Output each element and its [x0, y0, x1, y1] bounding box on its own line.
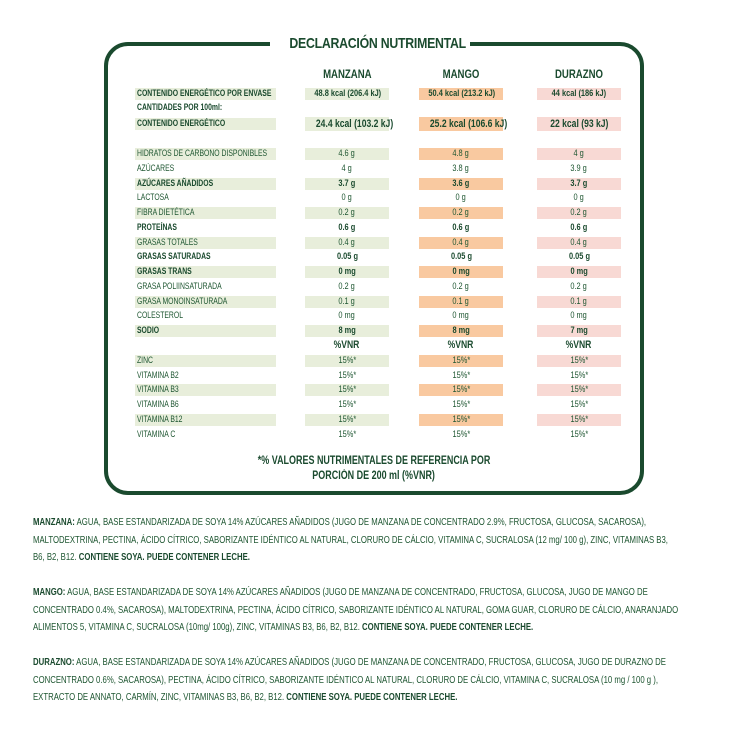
- value-durazno: 0 mg: [570, 310, 588, 321]
- value-manzana: 0.1 g: [305, 296, 389, 308]
- ingredients-text: ALIMENTOS 5, VITAMINA C, SUCRALOSA (10mg/ 100g), ZINC, VITAMINAS B3, B6, B2, B12.: [33, 621, 360, 633]
- ingredients-text: CONCENTRADO 0.4%, SACAROSA), MALTODEXTRINA, PECTINA, ÁCIDO CÍTRICO, SABORIZANTE IDÉNTICO AL NATURAL, GOMA GUAR, CLORURO DE CÁLCIO, ANARANJADO: [33, 603, 679, 616]
- row-nutrient: [0, 178, 740, 190]
- value-mango: 3.6 g: [419, 178, 503, 190]
- ingredients-text: MALTODEXTRINA, PECTINA, ÁCIDO CÍTRICO, SABORIZANTE IDÉNTICO AL NATURAL, CLORURO DE CÁLCIO, VITAMINA C, SUCRALOSA (12 mg/ 100 g), ZINC, VITAMINAS B3,: [33, 533, 668, 546]
- value-mango: 0.1 g: [419, 296, 503, 308]
- value-mango: 8 mg: [419, 325, 503, 337]
- value-manzana: 3.7 g: [305, 178, 389, 190]
- value-mango: 0 mg: [419, 266, 503, 278]
- row-nutrient: [0, 148, 740, 160]
- ingredients-text: B6, B2, B12.: [33, 551, 77, 563]
- value-durazno: 0 g: [573, 192, 585, 203]
- ingredients-manzana: [33, 514, 733, 567]
- allergen-warning: CONTIENE SOYA. PUEDE CONTENER LECHE.: [78, 551, 250, 563]
- value-durazno: 15%*: [570, 370, 588, 381]
- ingredients-durazno: [33, 654, 733, 707]
- row-label: GRASAS TRANS: [135, 266, 276, 278]
- row-nutrient: [0, 296, 740, 308]
- value-durazno: 15%*: [570, 399, 588, 410]
- value-manzana: 0.6 g: [338, 222, 356, 233]
- ingredients-text: AGUA, BASE ESTANDARIZADA DE SOYA 14% AZÚCARES AÑADIDOS (JUGO DE MANZANA DE CONCENTRADO, FRUCTOSA, GLUCOSA, JUGO DE MANGO DE: [67, 586, 648, 598]
- value-manzana: 15%*: [338, 429, 356, 440]
- row-energy-per-package: [0, 88, 740, 100]
- value-durazno: 0.2 g: [570, 281, 588, 292]
- value-manzana: 4 g: [341, 163, 353, 174]
- flavor-name: DURAZNO:: [33, 656, 75, 668]
- value-manzana: 0.2 g: [338, 281, 356, 292]
- value-durazno: 0.2 g: [537, 207, 621, 219]
- value-mango: 0.05 g: [450, 251, 472, 262]
- value-manzana: 15%*: [305, 384, 389, 396]
- row-label: PROTEÍNAS: [137, 222, 177, 233]
- value-durazno: 44 kcal (186 kJ): [537, 88, 621, 100]
- value-durazno: 15%*: [570, 429, 588, 440]
- value-durazno: 0 mg: [537, 266, 621, 278]
- row-nutrient: [0, 266, 740, 278]
- value-manzana: 15%*: [305, 355, 389, 367]
- row-vitamin: [0, 384, 740, 396]
- row-nutrient: [0, 222, 740, 234]
- value-manzana: 0.4 g: [305, 237, 389, 249]
- value-durazno: 0.6 g: [570, 222, 588, 233]
- row-nutrient: [0, 207, 740, 219]
- row-label: FIBRA DIETÉTICA: [135, 207, 276, 219]
- value-durazno: 0.05 g: [568, 251, 590, 262]
- row-per-100ml-label: [0, 102, 740, 114]
- value-mango: 15%*: [452, 399, 470, 410]
- row-nutrient: [0, 281, 740, 293]
- row-label: GRASAS TOTALES: [135, 237, 276, 249]
- value-durazno: 15%*: [537, 355, 621, 367]
- value-manzana: 0 g: [341, 192, 353, 203]
- row-label: AZÚCARES AÑADIDOS: [135, 178, 276, 190]
- nutrition-title: DECLARACIÓN NUTRIMENTAL: [270, 33, 470, 55]
- row-label: VITAMINA C: [137, 429, 176, 440]
- value-manzana: 0.05 g: [336, 251, 358, 262]
- value-durazno: 3.9 g: [570, 163, 588, 174]
- value-durazno: 22 kcal (93 kJ): [537, 117, 621, 131]
- allergen-warning: CONTIENE SOYA. PUEDE CONTENER LECHE.: [362, 621, 534, 633]
- row-nutrient: [0, 251, 740, 263]
- flavor-name: MANZANA:: [33, 516, 75, 528]
- column-header-mango: MANGO: [442, 67, 480, 81]
- row-label: SODIO: [135, 325, 276, 337]
- row-nutrient: [0, 310, 740, 322]
- ingredients-text: AGUA, BASE ESTANDARIZADA DE SOYA 14% AZÚCARES AÑADIDOS (JUGO DE MANZANA DE CONCENTRADO, FRUCTOSA, GLUCOSA, JUGO DE DURAZNO DE: [76, 656, 666, 668]
- row-label: VITAMINA B12: [135, 414, 276, 426]
- flavor-name: MANGO:: [33, 586, 66, 598]
- value-mango: 15%*: [452, 429, 470, 440]
- value-mango: 25.2 kcal (106.6 kJ): [419, 117, 503, 131]
- value-durazno: 0.1 g: [537, 296, 621, 308]
- row-label: GRASA POLIINSATURADA: [137, 281, 222, 292]
- row-label: ZINC: [135, 355, 276, 367]
- per-100ml-label: CANTIDADES POR 100ml:: [137, 102, 223, 113]
- vnr-header-mango: %VNR: [448, 339, 474, 351]
- allergen-warning: CONTIENE SOYA. PUEDE CONTENER LECHE.: [286, 691, 458, 703]
- value-manzana: 0.2 g: [305, 207, 389, 219]
- vnr-header-manzana: %VNR: [334, 339, 360, 351]
- ingredients-mango: [33, 584, 733, 637]
- row-energy: [0, 118, 740, 130]
- value-mango: 3.8 g: [452, 163, 470, 174]
- ingredients-text: CONCENTRADO 0.6%, SACAROSA), PECTINA, ÁCIDO CÍTRICO, SABORIZANTE IDÉNTICO AL NATURAL, CLORURO DE CÁLCIO, VITAMINA C, SUCRALOSA (10 mg / 100 g ),: [33, 673, 659, 686]
- value-manzana: 0 mg: [305, 266, 389, 278]
- ingredients-text: EXTRACTO DE ANNATO, CARMÍN, ZINC, VITAMINAS B3, B6, B2, B12.: [33, 691, 285, 703]
- row-label: AZÚCARES: [137, 163, 175, 174]
- row-vnr-header: [0, 339, 740, 351]
- column-header-manzana: MANZANA: [322, 67, 372, 81]
- row-nutrient: [0, 163, 740, 175]
- value-durazno: 7 mg: [537, 325, 621, 337]
- row-nutrient: [0, 237, 740, 249]
- value-manzana: 8 mg: [305, 325, 389, 337]
- row-vitamin: [0, 370, 740, 382]
- vnr-header-durazno: %VNR: [566, 339, 592, 351]
- value-mango: 0 g: [455, 192, 467, 203]
- value-mango: 0.6 g: [452, 222, 470, 233]
- row-label: VITAMINA B6: [137, 399, 179, 410]
- value-mango: 15%*: [419, 384, 503, 396]
- vnr-footnote: *% VALORES NUTRIMENTALES DE REFERENCIA POR PORCIÓN DE 200 ml (%VNR): [257, 455, 491, 482]
- value-manzana: 15%*: [338, 370, 356, 381]
- row-label: GRASA MONOINSATURADA: [135, 296, 276, 308]
- row-nutrient: [0, 192, 740, 204]
- value-manzana: 48.8 kcal (206.4 kJ): [305, 88, 389, 100]
- ingredients-text: AGUA, BASE ESTANDARIZADA DE SOYA 14% AZÚCARES AÑADIDOS (JUGO DE MANZANA DE CONCENTRADO 2.9%, FRUCTOSA, GLUCOSA, SACAROSA),: [76, 516, 647, 528]
- row-label: GRASAS SATURADAS: [137, 251, 211, 262]
- value-durazno: 0.4 g: [537, 237, 621, 249]
- value-mango: 0.2 g: [452, 281, 470, 292]
- value-mango: 15%*: [452, 370, 470, 381]
- value-mango: 50.4 kcal (213.2 kJ): [419, 88, 503, 100]
- value-mango: 0 mg: [452, 310, 470, 321]
- row-vitamin: [0, 399, 740, 411]
- row-label: COLESTEROL: [137, 310, 184, 321]
- value-mango: 15%*: [419, 355, 503, 367]
- value-manzana: 15%*: [338, 399, 356, 410]
- value-durazno: 15%*: [537, 414, 621, 426]
- row-vitamin: [0, 355, 740, 367]
- row-nutrient: [0, 325, 740, 337]
- value-mango: 0.4 g: [419, 237, 503, 249]
- row-vitamin: [0, 429, 740, 441]
- value-durazno: 3.7 g: [537, 178, 621, 190]
- value-durazno: 15%*: [537, 384, 621, 396]
- value-manzana: 0 mg: [338, 310, 356, 321]
- value-manzana: 4.6 g: [305, 148, 389, 160]
- value-durazno: 4 g: [537, 148, 621, 160]
- column-header-durazno: DURAZNO: [555, 67, 603, 81]
- value-manzana: 15%*: [305, 414, 389, 426]
- row-vitamin: [0, 414, 740, 426]
- value-mango: 4.8 g: [419, 148, 503, 160]
- row-label: HIDRATOS DE CARBONO DISPONIBLES: [135, 148, 276, 160]
- value-manzana: 24.4 kcal (103.2 kJ): [305, 117, 389, 131]
- row-label: VITAMINA B2: [137, 370, 179, 381]
- value-mango: 0.2 g: [419, 207, 503, 219]
- row-label: LACTOSA: [137, 192, 169, 203]
- row-label: CONTENIDO ENERGÉTICO: [135, 118, 276, 130]
- value-mango: 15%*: [419, 414, 503, 426]
- row-label: VITAMINA B3: [135, 384, 276, 396]
- row-label: CONTENIDO ENERGÉTICO POR ENVASE: [135, 88, 276, 100]
